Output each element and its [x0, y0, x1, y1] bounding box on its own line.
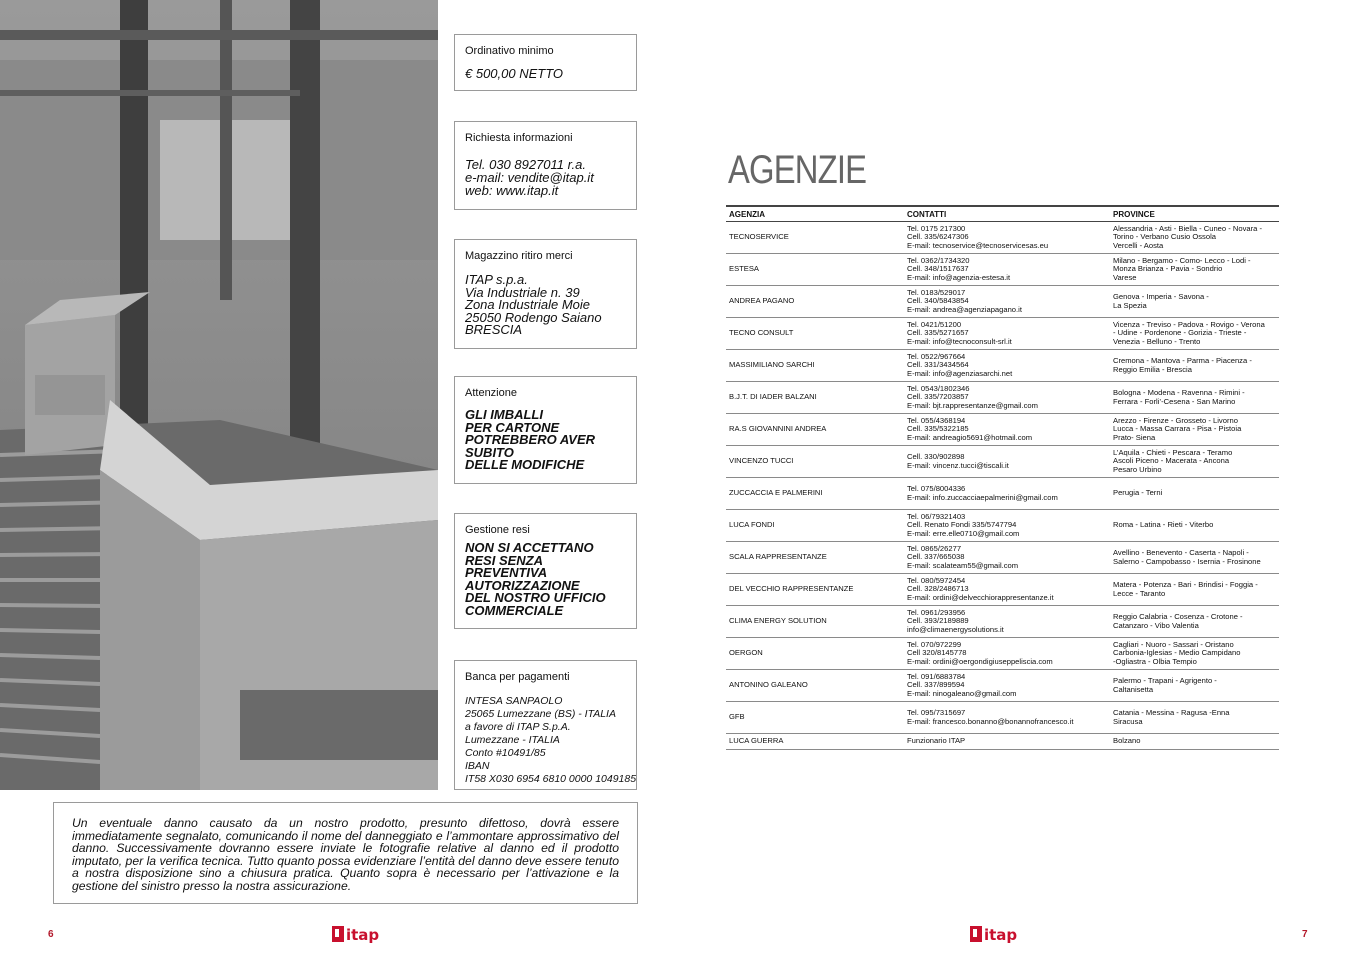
table-row — [726, 638, 1279, 670]
table-row — [726, 510, 1279, 542]
contact-line: Cell. 348/1517637 — [907, 264, 969, 274]
bank-line: IBAN — [465, 760, 490, 772]
province-line: Cagliari - Nuoro - Sassari - Oristano — [1113, 640, 1234, 650]
agency-provinces — [1110, 574, 1279, 606]
contact-line[interactable]: E-mail: info@agenzia-estesa.it — [907, 272, 1011, 282]
page-number-right: 7 — [1302, 929, 1308, 940]
agency-name: DEL VECCHIO RAPPRESENTANZE — [726, 574, 904, 606]
contact-line: Tel. 080/5972454 — [907, 576, 966, 586]
info-request-web[interactable]: web: www.itap.it — [465, 183, 559, 198]
province-line: Vicenza - Treviso - Padova - Rovigo - Verona — [1113, 320, 1265, 330]
min-order-label: Ordinativo minimo — [465, 45, 554, 57]
province-line: Roma - Latina - Rieti - Viterbo — [1113, 520, 1214, 530]
info-request-label: Richiesta informazioni — [465, 132, 573, 144]
agency-name: TECNOSERVICE — [726, 222, 904, 254]
agency-contacts — [904, 638, 1110, 670]
contact-line: Tel. 0175 217300 — [907, 224, 966, 234]
returns-label: Gestione resi — [465, 524, 530, 536]
contact-line[interactable]: E-mail: info@agenziasarchi.net — [907, 368, 1013, 378]
agency-contacts — [904, 510, 1110, 542]
attention-label: Attenzione — [465, 387, 517, 399]
contact-line[interactable]: E-mail: ordini@delvecchiorappresentanze.it — [907, 592, 1054, 602]
agency-name: B.J.T. DI IADER BALZANI — [726, 382, 904, 414]
header-provinces: PROVINCE — [1110, 206, 1279, 222]
attention-value — [465, 409, 626, 472]
agency-provinces — [1110, 446, 1279, 478]
contact-line[interactable]: E-mail: francesco.bonanno@bonannofrancesco.it — [907, 716, 1074, 726]
agency-name: TECNO CONSULT — [726, 318, 904, 350]
province-line: La Spezia — [1113, 300, 1147, 310]
province-line: Palermo - Trapani - Agrigento - — [1113, 676, 1217, 686]
contact-line: Tel. 06/79321403 — [907, 512, 966, 522]
contact-line: Tel. 070/972299 — [907, 640, 962, 650]
table-row — [726, 734, 1279, 750]
bank-box — [454, 660, 637, 790]
contact-line: Cell. 331/3434564 — [907, 360, 969, 370]
table-row — [726, 670, 1279, 702]
contact-line[interactable]: E-mail: info.zuccacciaepalmerini@gmail.com — [907, 492, 1058, 502]
province-line: Ferrara - Forli’-Cesena - San Marino — [1113, 396, 1236, 406]
agency-name: OERGON — [726, 638, 904, 670]
agency-contacts — [904, 574, 1110, 606]
agency-provinces — [1110, 222, 1279, 254]
agencies-table-body — [726, 222, 1279, 750]
bank-line: IT58 X030 6954 6810 0000 1049185 — [465, 773, 637, 785]
contact-line[interactable]: E-mail: andreagio5691@hotmail.com — [907, 432, 1033, 442]
page-title: AGENZIE — [728, 148, 867, 192]
province-line: Cremona - Mantova - Parma - Piacenza - — [1113, 356, 1252, 366]
warehouse-line: BRESCIA — [465, 322, 523, 338]
table-row — [726, 318, 1279, 350]
agency-contacts — [904, 670, 1110, 702]
agency-name: MASSIMILIANO SARCHI — [726, 350, 904, 382]
returns-line: RESI SENZA — [465, 552, 544, 568]
contact-line: Cell. 330/902898 — [907, 452, 965, 462]
returns-line: COMMERCIALE — [465, 602, 564, 618]
returns-box — [454, 513, 637, 629]
warehouse-value — [465, 274, 626, 337]
bank-line: Lumezzane - ITALIA — [465, 734, 560, 746]
contact-line: Tel. 0543/1802346 — [907, 384, 970, 394]
warehouse-label: Magazzino ritiro merci — [465, 250, 573, 262]
header-contacts: CONTATTI — [904, 206, 1110, 222]
province-line: Catanzaro - Vibo Valentia — [1113, 620, 1199, 630]
contact-line: Cell 320/8145778 — [907, 648, 967, 658]
bank-line: INTESA SANPAOLO — [465, 695, 563, 707]
agencies-table — [726, 205, 1279, 750]
attention-box — [454, 376, 637, 484]
contact-line: Cell. 335/6247306 — [907, 232, 969, 242]
agency-provinces — [1110, 542, 1279, 574]
province-line: Bolzano — [1113, 736, 1141, 746]
contact-line: Cell. 337/899594 — [907, 680, 965, 690]
header-agency: AGENZIA — [726, 206, 904, 222]
bank-value — [465, 695, 637, 786]
province-line: Reggio Calabria - Cosenza - Crotone - — [1113, 612, 1243, 622]
warehouse-photo — [0, 0, 438, 790]
table-row — [726, 574, 1279, 606]
contact-line: Cell. 393/2189889 — [907, 616, 969, 626]
province-line: Varese — [1113, 272, 1137, 282]
agency-provinces — [1110, 478, 1279, 510]
agency-contacts — [904, 254, 1110, 286]
attention-line: PER CARTONE — [465, 419, 560, 435]
agency-contacts — [904, 606, 1110, 638]
contact-line: Cell. 335/5271657 — [907, 328, 969, 338]
agency-contacts — [904, 286, 1110, 318]
agency-contacts — [904, 702, 1110, 734]
contact-line: Cell. Renato Fondi 335/5747794 — [907, 520, 1017, 530]
damage-disclaimer: Un eventuale danno causato da un nostro prodotto, presunto difettoso, dovrà essere immediatamente segnalato, comunicando il nome del danneggiato e l’ammontare approssimativo del danno. Successivamente dovranno essere inviate le fotografie relative al danno ed il prodotto imputato, per la verifica tecnica. Tutto quanto possa evidenziare l’entità del danno deve essere tenuto a nostra disposizione sino a chiusura pratica. Quanto sopra è necessario per l’attivazione e la gestione del sinistro presso la nostra assicurazione. — [53, 802, 638, 904]
agency-provinces — [1110, 670, 1279, 702]
page-number-left: 6 — [48, 929, 54, 940]
table-row — [726, 606, 1279, 638]
table-row — [726, 254, 1279, 286]
contact-line[interactable]: E-mail: bjt.rappresentanze@gmail.com — [907, 400, 1038, 410]
contact-line: Tel. 0961/293956 — [907, 608, 966, 618]
agency-contacts — [904, 734, 1110, 750]
warehouse-line: ITAP s.p.a. — [465, 272, 528, 287]
contact-line[interactable]: E-mail: info@tecnoconsult-srl.it — [907, 336, 1012, 346]
info-request-box — [454, 121, 637, 210]
province-line: Avellino - Benevento - Caserta - Napoli - — [1113, 548, 1249, 558]
table-header-row — [726, 206, 1279, 222]
warehouse-line: Via Industriale n. 39 — [465, 284, 580, 300]
agency-contacts — [904, 542, 1110, 574]
agency-provinces — [1110, 254, 1279, 286]
info-request-phone: Tel. 030 8927011 r.a. — [465, 157, 586, 172]
province-line: Salerno - Campobasso - Isernia - Frosinone — [1113, 556, 1261, 566]
contact-line[interactable]: E-mail: erre.elle0710@gmail.com — [907, 528, 1020, 538]
province-line: Matera - Potenza - Bari - Brindisi - Foggia - — [1113, 580, 1258, 590]
contact-line[interactable]: E-mail: tecnoservice@tecnoservicesas.eu — [907, 240, 1049, 250]
province-line: Vercelli - Aosta — [1113, 240, 1164, 250]
contact-line: Tel. 0362/1734320 — [907, 256, 970, 266]
min-order-value — [465, 67, 626, 80]
contact-line: Tel. 091/6883784 — [907, 672, 966, 682]
province-line: Catania - Messina - Ragusa -Enna — [1113, 708, 1230, 718]
agency-name: RA.S GIOVANNINI ANDREA — [726, 414, 904, 446]
agency-provinces — [1110, 414, 1279, 446]
province-line: Lucca - Massa Carrara - Pisa - Pistoia — [1113, 424, 1242, 434]
info-request-email[interactable]: e-mail: vendite@itap.it — [465, 170, 594, 185]
province-line: -Ogliastra - Olbia Tempio — [1113, 656, 1197, 666]
contact-line: Tel. 075/8004336 — [907, 484, 966, 494]
contact-line: Tel. 055/4368194 — [907, 416, 966, 426]
table-row — [726, 446, 1279, 478]
agency-contacts — [904, 382, 1110, 414]
agency-contacts — [904, 478, 1110, 510]
min-order-box — [454, 34, 637, 91]
contact-line: Tel. 0421/51200 — [907, 320, 962, 330]
agency-contacts — [904, 414, 1110, 446]
agency-provinces — [1110, 350, 1279, 382]
attention-line: POTREBBERO AVER — [465, 432, 596, 448]
province-line: Perugia - Terni — [1113, 488, 1163, 498]
agency-name: SCALA RAPPRESENTANZE — [726, 542, 904, 574]
agency-provinces — [1110, 638, 1279, 670]
province-line: Genova - Imperia - Savona - — [1113, 292, 1209, 302]
contact-line[interactable]: E-mail: andrea@agenziapagano.it — [907, 304, 1022, 314]
agency-name: LUCA FONDI — [726, 510, 904, 542]
province-line: Lecce - Taranto — [1113, 588, 1166, 598]
contact-line: Cell. 335/5322185 — [907, 424, 969, 434]
agency-contacts — [904, 318, 1110, 350]
province-line: Bologna - Modena - Ravenna - Rimini - — [1113, 388, 1245, 398]
table-row — [726, 286, 1279, 318]
province-line: Torino - Verbano Cusio Ossola — [1113, 232, 1216, 242]
table-row — [726, 702, 1279, 734]
bank-line: a favore di ITAP S.p.A. — [465, 721, 571, 733]
agency-provinces — [1110, 318, 1279, 350]
table-row — [726, 382, 1279, 414]
warehouse-line: 25050 Rodengo Saiano — [465, 309, 602, 325]
province-line: - Udine - Pordenone - Gorizia - Trieste - — [1113, 328, 1247, 338]
contact-line: Cell. 340/5843854 — [907, 296, 969, 306]
info-request-value — [465, 158, 626, 197]
contact-line[interactable]: E-mail: ordini@oergondigiuseppeliscia.com — [907, 656, 1053, 666]
contact-line: Tel. 0183/529017 — [907, 288, 966, 298]
contact-line: Tel. 095/7315697 — [907, 708, 966, 718]
contact-line[interactable]: E-mail: vincenz.tucci@tiscali.it — [907, 460, 1009, 470]
agency-provinces — [1110, 510, 1279, 542]
svg-text:itap: itap — [346, 926, 380, 944]
contact-line: Cell. 335/7203857 — [907, 392, 969, 402]
agency-name: VINCENZO TUCCI — [726, 446, 904, 478]
province-line: Alessandria - Asti - Biella - Cuneo - Novara - — [1113, 224, 1262, 234]
itap-logo-left — [332, 924, 388, 944]
agency-provinces — [1110, 382, 1279, 414]
returns-line: DEL NOSTRO UFFICIO — [465, 590, 606, 606]
contact-line[interactable]: E-mail: ninogaleano@gmail.com — [907, 688, 1017, 698]
province-line: Milano - Bergamo - Como- Lecco - Lodi - — [1113, 256, 1251, 266]
returns-line: NON SI ACCETTANO — [465, 540, 594, 555]
province-line: Caltanisetta — [1113, 684, 1154, 694]
table-row — [726, 350, 1279, 382]
province-line: Siracusa — [1113, 716, 1143, 726]
province-line: Pesaro Urbino — [1113, 464, 1162, 474]
contact-line: Tel. 0522/967664 — [907, 352, 966, 362]
table-row — [726, 414, 1279, 446]
itap-logo-right — [970, 924, 1026, 944]
min-order-line: € 500,00 NETTO — [465, 66, 564, 81]
province-line: L’Aquila - Chieti - Pescara - Teramo — [1113, 448, 1233, 458]
province-line: Ascoli Piceno - Macerata - Ancona — [1113, 456, 1230, 466]
contact-line: Cell. 328/2486713 — [907, 584, 969, 594]
attention-line: DELLE MODIFICHE — [465, 457, 585, 473]
returns-line: AUTORIZZAZIONE — [465, 577, 580, 593]
table-row — [726, 478, 1279, 510]
agency-name: ESTESA — [726, 254, 904, 286]
attention-line: SUBITO — [465, 444, 514, 460]
table-row — [726, 542, 1279, 574]
province-line: Reggio Emilia - Brescia — [1113, 364, 1192, 374]
returns-value — [465, 542, 626, 618]
agency-name: LUCA GUERRA — [726, 734, 904, 750]
warehouse-photo-art — [0, 0, 438, 790]
agency-name: ANTONINO GALEANO — [726, 670, 904, 702]
table-row — [726, 222, 1279, 254]
bank-line: Conto #10491/85 — [465, 747, 546, 759]
agency-provinces — [1110, 606, 1279, 638]
warehouse-line: Zona Industriale Moie — [465, 297, 591, 313]
agency-name: GFB — [726, 702, 904, 734]
agency-name: ZUCCACCIA E PALMERINI — [726, 478, 904, 510]
agency-name: ANDREA PAGANO — [726, 286, 904, 318]
bank-label: Banca per pagamenti — [465, 671, 570, 683]
agency-provinces — [1110, 734, 1279, 750]
province-line: Prato- Siena — [1113, 432, 1156, 442]
agency-contacts — [904, 350, 1110, 382]
contact-line: Cell. 337/665038 — [907, 552, 965, 562]
province-line: Venezia - Belluno - Trento — [1113, 336, 1201, 346]
attention-line: GLI IMBALLI — [465, 407, 543, 422]
warehouse-box — [454, 239, 637, 349]
agency-contacts — [904, 222, 1110, 254]
contact-line[interactable]: E-mail: scalateam55@gmail.com — [907, 560, 1019, 570]
contact-line: Tel. 0865/26277 — [907, 544, 962, 554]
agency-provinces — [1110, 286, 1279, 318]
returns-line: PREVENTIVA — [465, 565, 548, 581]
province-line: Arezzo - Firenze - Grosseto - Livorno — [1113, 416, 1238, 426]
bank-line: 25065 Lumezzane (BS) - ITALIA — [465, 708, 616, 720]
agency-name: CLIMA ENERGY SOLUTION — [726, 606, 904, 638]
province-line: Carbonia-Iglesias - Medio Campidano — [1113, 648, 1241, 658]
agency-contacts — [904, 446, 1110, 478]
contact-line: Funzionario ITAP — [907, 736, 966, 746]
svg-text:itap: itap — [984, 926, 1018, 944]
agency-provinces — [1110, 702, 1279, 734]
contact-line[interactable]: info@climaenergysolutions.it — [907, 624, 1004, 634]
province-line: Monza Brianza - Pavia - Sondrio — [1113, 264, 1223, 274]
